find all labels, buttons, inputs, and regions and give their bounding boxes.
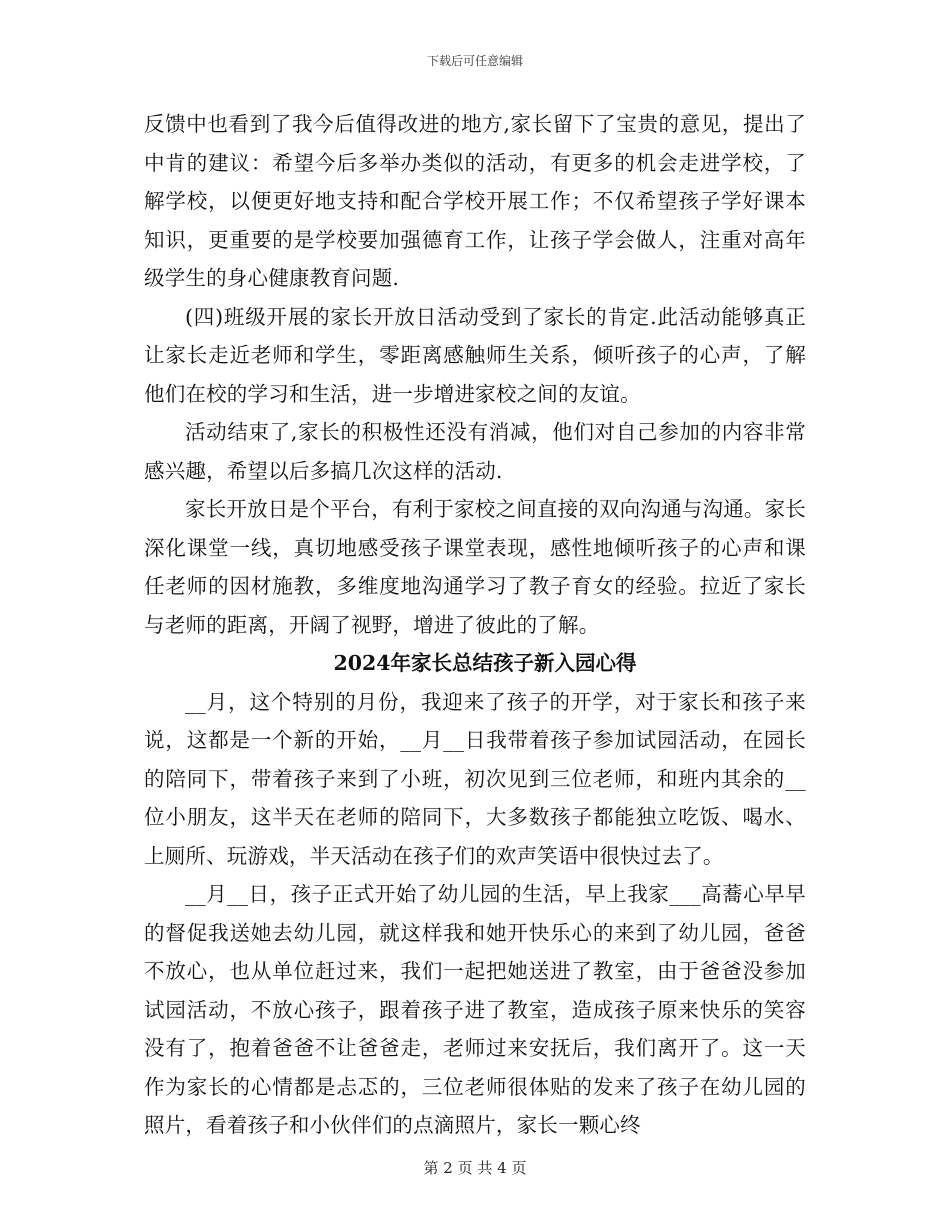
paragraph-open-day-affirmed: (四)班级开展的家长开放日活动受到了家长的肯定.此活动能够真正让家长走近老师和学生，零距离感触师生关系，倾听孩子的心声，了解他们在校的学习和生活，进一步增进家校之间的友谊。 [144, 304, 806, 406]
paragraph-trial-day: __月，这个特别的月份，我迎来了孩子的开学，对于家长和孩子来说，这都是一个新的开始，__月__日我带着孩子参加试园活动，在园长的陪同下，带着孩子来到了小班，初次见到三位老师，和班内其余的__位小朋友，这半天在老师的陪同下，大多数孩子都能独立吃饭、喝水、上厕所、玩游戏，半天活动在孩子们的欢声笑语中很快过去了。 [144, 689, 806, 868]
section-title: 2024年家长总结孩子新入园心得 [333, 651, 637, 675]
document-body [144, 105, 806, 1145]
paragraph-feedback: 反馈中也看到了我今后值得改进的地方,家长留下了宝贵的意见，提出了中肯的建议：希望今后多举办类似的活动，有更多的机会走进学校，了解学校，以便更好地支持和配合学校开展工作；不仅希望孩子学好课本知识，更重要的是学校要加强德育工作，让孩子学会做人，注重对高年级学生的身心健康教育问题. [144, 112, 806, 290]
paragraph-open-day-platform: 家长开放日是个平台，有利于家校之间直接的双向沟通与沟通。家长深化课堂一线，真切地感受孩子课堂表现，感性地倾听孩子的心声和课任老师的因材施教，多维度地沟通学习了教子育女的经验。拉近了家长与老师的距离，开阔了视野，增进了彼此的了解。 [144, 497, 806, 637]
page-number: 第 2 页 共 4 页 [423, 1159, 527, 1177]
paragraph-first-day: __月__日，孩子正式开始了幼儿园的生活，早上我家___高蕎心早早的督促我送她去幼儿园，就这样我和她开快乐心的来到了幼儿园，爸爸不放心，也从单位赶过来，我们一起把她送进了教室，由于爸爸没参加试园活动，不放心孩子，跟着孩子进了教室，造成孩子原来快乐的笑容没有了，抱着爸爸不让爸爸走，老师过来安抚后，我们离开了。这一天作为家长的心情都是忐忑的，三位老师很体贴的发来了孩子在幼儿园的照片，看着孩子和小伙伴们的点滴照片，家长一颗心终 [144, 882, 806, 1137]
paragraph-activity-ended: 活动结束了,家长的积极性还没有消减，他们对自己参加的内容非常感兴趣，希望以后多搞几次这样的活动. [144, 420, 806, 483]
page-header-note: 下载后可任意编辑 [426, 54, 523, 68]
